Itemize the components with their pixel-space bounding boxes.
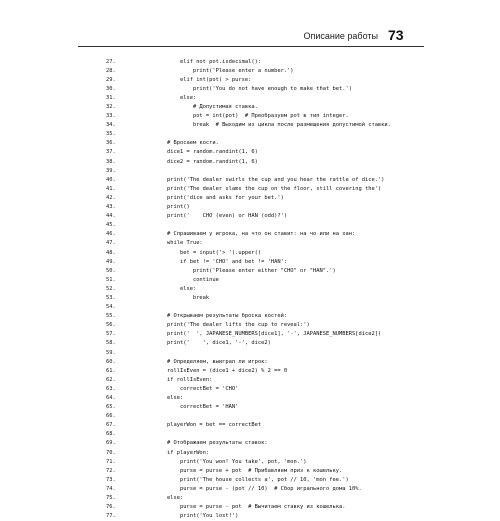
- code-listing: [106, 57, 436, 521]
- code-text: else:: [154, 495, 184, 502]
- line-number: 33.: [106, 113, 116, 120]
- code-text: dice2 = random.randint(1, 6): [154, 158, 258, 165]
- code-line: [106, 239, 436, 248]
- code-line: [106, 321, 436, 330]
- line-number: 52.: [106, 285, 116, 292]
- code-text: # Открываем результаты броска костей:: [154, 313, 288, 320]
- code-line: [106, 221, 436, 230]
- code-text: purse = purse + pot # Прибавляем приз к кошельку.: [154, 467, 343, 474]
- line-number: 42.: [106, 194, 116, 201]
- code-line: [106, 357, 436, 366]
- code-text: else:: [154, 94, 197, 101]
- line-number: 47.: [106, 240, 116, 247]
- code-text: print('dice and asks for your bet.'): [154, 194, 284, 201]
- line-number: 62.: [106, 376, 116, 383]
- section-title: Описание работы: [303, 31, 378, 41]
- code-line: [106, 130, 436, 139]
- code-line: [106, 457, 436, 466]
- code-line: [106, 112, 436, 121]
- code-line: [106, 148, 436, 157]
- code-text: print('You won! You take', pot, 'mon.'): [154, 458, 307, 465]
- code-line: [106, 475, 436, 484]
- code-line: [106, 93, 436, 102]
- line-number: 30.: [106, 85, 116, 92]
- code-text: pot = int(pot) # Преобразуем pot в тип integer.: [154, 113, 349, 120]
- code-line: [106, 403, 436, 412]
- code-text: break # Выходим из цикла после размещения допустимой ставки.: [154, 122, 391, 129]
- code-text: print('The house collects a', pot // 10, 'mon fee.'): [154, 476, 349, 483]
- line-number: 36.: [106, 140, 116, 147]
- code-line: [106, 293, 436, 302]
- code-line: [106, 203, 436, 212]
- code-line: [106, 303, 436, 312]
- line-number: 77.: [106, 513, 116, 520]
- code-line: [106, 312, 436, 321]
- code-text: continue: [154, 276, 219, 283]
- code-line: [106, 248, 436, 257]
- code-text: print('You do not have enough to make that bet.'): [154, 85, 352, 92]
- code-text: bet = input('> ').upper(): [154, 249, 262, 256]
- code-line: [106, 139, 436, 148]
- code-text: rollIsEven = (dice1 + dice2) % 2 == 0: [154, 367, 288, 374]
- line-number: 41.: [106, 185, 116, 192]
- line-number: 48.: [106, 249, 116, 256]
- line-number: 76.: [106, 504, 116, 511]
- code-text: elif not pot.isdecimal():: [154, 58, 262, 65]
- line-number: 53.: [106, 294, 116, 301]
- line-number: 38.: [106, 158, 116, 165]
- line-number: 63.: [106, 385, 116, 392]
- code-line: [106, 57, 436, 66]
- code-line: [106, 393, 436, 402]
- code-line: [106, 430, 436, 439]
- code-text: playerWon = bet == correctBet: [154, 422, 262, 429]
- line-number: 71.: [106, 458, 116, 465]
- code-text: print('You lost!'): [154, 513, 239, 520]
- code-line: [106, 166, 436, 175]
- code-line: [106, 157, 436, 166]
- code-text: dice1 = random.randint(1, 6): [154, 149, 258, 156]
- code-text: print('Please enter a number.'): [154, 67, 294, 74]
- code-line: [106, 75, 436, 84]
- code-text: correctBet = 'CHO': [154, 385, 239, 392]
- code-line: [106, 466, 436, 475]
- code-text: # Бросаем кости.: [154, 140, 219, 147]
- line-number: 32.: [106, 104, 116, 111]
- line-number: 74.: [106, 485, 116, 492]
- page-number: 73: [388, 27, 404, 43]
- code-text: break: [154, 294, 210, 301]
- code-text: while True:: [154, 240, 203, 247]
- code-text: print(' ', JAPANESE_NUMBERS[dice1], '-', JAPANESE_NUMBERS[dice2]): [154, 331, 382, 338]
- code-text: print('The dealer swirls the cup and you hear the rattle of dice.'): [154, 176, 385, 183]
- line-number: 61.: [106, 367, 116, 374]
- code-text: print(' CHO (even) or HAN (odd)?'): [154, 213, 288, 220]
- code-text: purse = purse - (pot // 10) # Сбор игрального дома 10%.: [154, 485, 362, 492]
- code-line: [106, 339, 436, 348]
- line-number: 68.: [106, 431, 116, 438]
- code-text: print('The dealer lifts the cup to reveal:'): [154, 322, 310, 329]
- code-text: # Отображаем результаты ставок:: [154, 440, 268, 447]
- line-number: 67.: [106, 422, 116, 429]
- code-text: print(' ', dice1, '-', dice2): [154, 340, 271, 347]
- code-line: [106, 230, 436, 239]
- code-line: [106, 275, 436, 284]
- line-number: 64.: [106, 395, 116, 402]
- line-number: 49.: [106, 258, 116, 265]
- code-line: [106, 375, 436, 384]
- page-header: [0, 0, 500, 44]
- code-text: purse = purse - pot # Вычитаем ставку из кошелька.: [154, 504, 346, 511]
- line-number: 28.: [106, 67, 116, 74]
- code-text: elif int(pot) > purse:: [154, 76, 252, 83]
- code-line: [106, 102, 436, 111]
- code-line: [106, 212, 436, 221]
- code-text: else:: [154, 395, 184, 402]
- line-number: 70.: [106, 449, 116, 456]
- line-number: 39.: [106, 167, 116, 174]
- code-line: [106, 494, 436, 503]
- code-line: [106, 366, 436, 375]
- code-line: [106, 184, 436, 193]
- code-text: # Допустимая ставка.: [154, 104, 258, 111]
- line-number: 31.: [106, 94, 116, 101]
- code-text: if playerWon:: [154, 449, 210, 456]
- line-number: 29.: [106, 76, 116, 83]
- line-number: 35.: [106, 131, 116, 138]
- code-text: print('The dealer slams the cup on the floor, still covering the'): [154, 185, 382, 192]
- code-text: print(): [154, 204, 190, 211]
- code-text: if rollIsEven:: [154, 376, 213, 383]
- code-line: [106, 412, 436, 421]
- code-text: else:: [154, 285, 197, 292]
- line-number: 66.: [106, 413, 116, 420]
- line-number: 40.: [106, 176, 116, 183]
- code-line: [106, 448, 436, 457]
- code-line: [106, 439, 436, 448]
- line-number: 37.: [106, 149, 116, 156]
- code-line: [106, 84, 436, 93]
- code-text: # Спрашиваем у игрока, на что он ставит: на чо или на хан:: [154, 231, 356, 238]
- code-line: [106, 175, 436, 184]
- code-line: [106, 257, 436, 266]
- line-number: 60.: [106, 358, 116, 365]
- header-rule: [78, 46, 424, 47]
- code-line: [106, 503, 436, 512]
- line-number: 57.: [106, 331, 116, 338]
- line-number: 43.: [106, 204, 116, 211]
- line-number: 72.: [106, 467, 116, 474]
- line-number: 65.: [106, 404, 116, 411]
- code-line: [106, 266, 436, 275]
- line-number: 44.: [106, 213, 116, 220]
- code-text: print('Please enter either "CHO" or "HAN".'): [154, 267, 336, 274]
- line-number: 59.: [106, 349, 116, 356]
- code-line: [106, 484, 436, 493]
- line-number: 50.: [106, 267, 116, 274]
- line-number: 46.: [106, 231, 116, 238]
- code-line: [106, 284, 436, 293]
- code-line: [106, 512, 436, 521]
- code-text: correctBet = 'HAN': [154, 404, 239, 411]
- line-number: 34.: [106, 122, 116, 129]
- line-number: 51.: [106, 276, 116, 283]
- code-line: [106, 384, 436, 393]
- line-number: 73.: [106, 476, 116, 483]
- line-number: 58.: [106, 340, 116, 347]
- line-number: 55.: [106, 313, 116, 320]
- line-number: 45.: [106, 222, 116, 229]
- code-line: [106, 348, 436, 357]
- code-line: [106, 121, 436, 130]
- line-number: 56.: [106, 322, 116, 329]
- line-number: 69.: [106, 440, 116, 447]
- line-number: 54.: [106, 304, 116, 311]
- code-text: if bet != 'CHO' and bet != 'HAN':: [154, 258, 288, 265]
- code-text: # Определяем, выиграл ли игрок:: [154, 358, 268, 365]
- line-number: 75.: [106, 495, 116, 502]
- code-line: [106, 330, 436, 339]
- code-line: [106, 421, 436, 430]
- code-line: [106, 193, 436, 202]
- code-line: [106, 66, 436, 75]
- line-number: 27.: [106, 58, 116, 65]
